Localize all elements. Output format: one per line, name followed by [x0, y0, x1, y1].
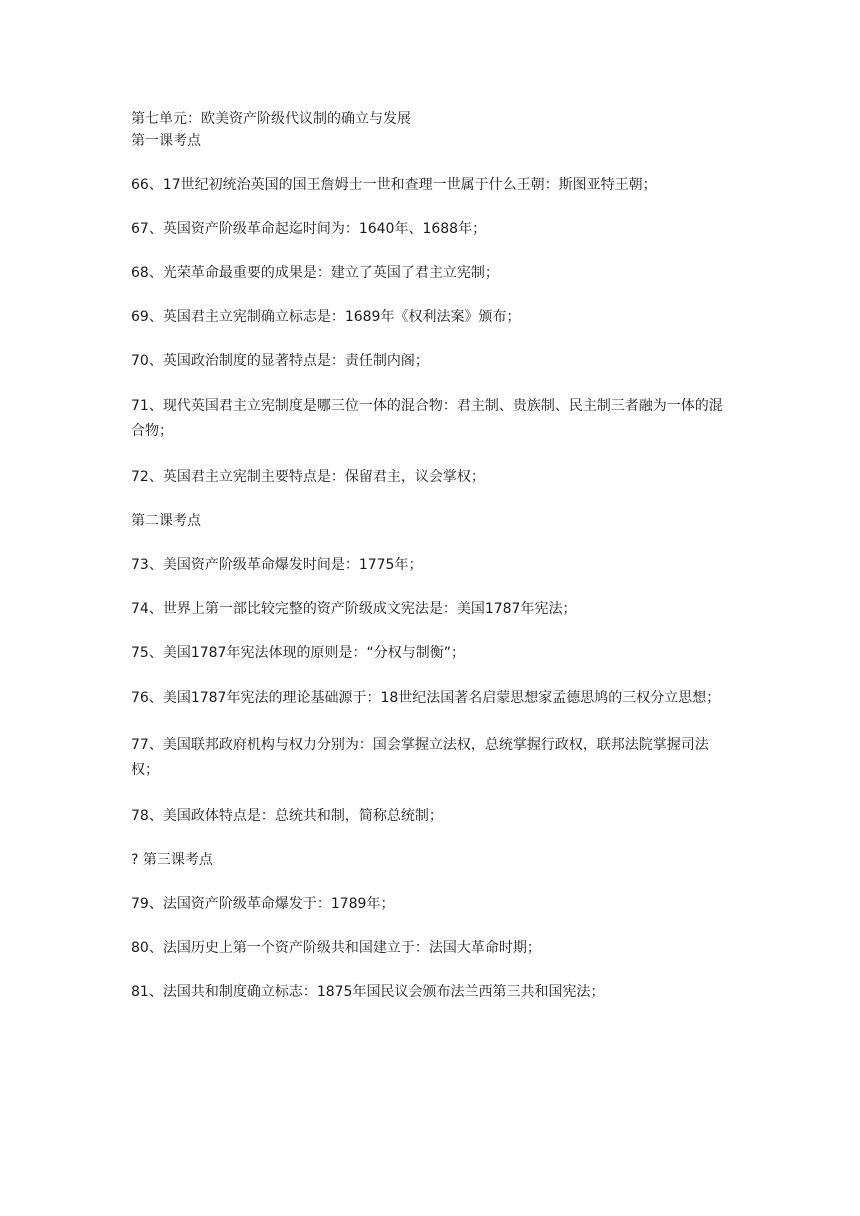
document-body — [131, 108, 736, 1003]
item-81: 81、法国共和制度确立标志：1875年国民议会颁布法兰西第三共和国宪法； — [131, 984, 605, 1000]
lesson-1-title: 第一课考点 — [131, 133, 201, 149]
item-75: 75、美国1787年宪法体现的原则是：“分权与制衡”； — [131, 645, 465, 661]
item-67: 67、英国资产阶级革命起迄时间为：1640年、1688年； — [131, 221, 487, 237]
unit-title: 第七单元：欧美资产阶级代议制的确立与发展 — [131, 111, 411, 127]
lesson-2-title: 第二课考点 — [131, 513, 201, 529]
item-68: 68、光荣革命最重要的成果是：建立了英国了君主立宪制； — [131, 265, 499, 281]
item-76: 76、美国1787年宪法的理论基础源于：18世纪法国著名启蒙思想家孟德思鸠的三权分立思想； — [131, 690, 721, 706]
item-72: 72、英国君主立宪制主要特点是：保留君主，议会掌权； — [131, 469, 485, 485]
item-71: 71、现代英国君主立宪制度是哪三位一体的混合物：君主制、贵族制、民主制三者融为一体的混合物； — [131, 398, 723, 439]
item-74: 74、世界上第一部比较完整的资产阶级成文宪法是：美国1787年宪法； — [131, 601, 577, 617]
item-77: 77、美国联邦政府机构与权力分别为：国会掌握立法权，总统掌握行政权，联邦法院掌握司法权； — [131, 737, 709, 778]
item-70: 70、英国政治制度的显著特点是：责任制内阁； — [131, 353, 429, 369]
item-73: 73、美国资产阶级革命爆发时间是：1775年； — [131, 557, 423, 573]
item-69: 69、英国君主立宪制确立标志是：1689年《权利法案》颁布； — [131, 309, 521, 325]
lesson-3-title: ? 第三课考点 — [131, 852, 213, 868]
item-80: 80、法国历史上第一个资产阶级共和国建立于：法国大革命时期； — [131, 940, 541, 956]
item-78: 78、美国政体特点是：总统共和制，简称总统制； — [131, 808, 443, 824]
item-66: 66、17世纪初统治英国的国王詹姆士一世和查理一世属于什么王朝：斯图亚特王朝； — [131, 177, 657, 193]
item-79: 79、法国资产阶级革命爆发于：1789年； — [131, 896, 395, 912]
